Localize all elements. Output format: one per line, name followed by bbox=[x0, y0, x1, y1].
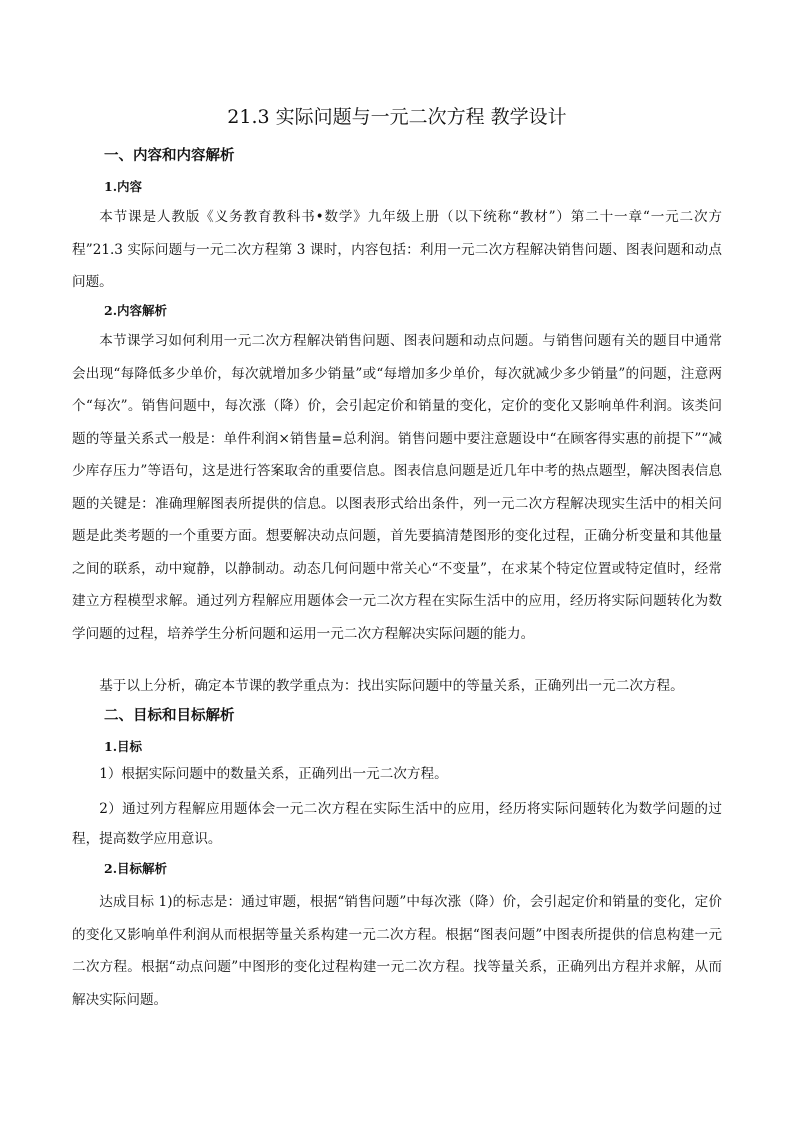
section2-heading: 二、目标和目标解析 bbox=[104, 707, 235, 724]
section2-sub1-heading: 1.目标 bbox=[104, 739, 143, 754]
section2-analysis-paragraph: 达成目标 1)的标志是：通过审题，根据“销售问题”中每次涨（降）价，会引起定价和销量的变化，定价的变化又影响单件利润从而根据等量关系构建一元二次方程。根据“图表问题”中图表所提供的信息构建一元二次方程。根据“动点问题”中图形的变化过程构建一元二次方程。找等量关系，正确列出方程并求解，从而解决实际问题。 bbox=[72, 894, 722, 1008]
section1-focus-paragraph: 基于以上分析，确定本节课的教学重点为：找出实际问题中的等量关系，正确列出一元二次方程。 bbox=[99, 678, 684, 694]
section1-content-paragraph: 本节课是人教版《义务教育教科书•数学》九年级上册（以下统称“教材”）第二十一章“一元二次方程”21.3 实际问题与一元二次方程第 3 课时，内容包括：利用一元二次方程解决销售问题、图表问题和动点问题。 bbox=[72, 209, 722, 290]
section1-sub1-heading: 1.内容 bbox=[104, 179, 143, 194]
section1-heading: 一、内容和内容解析 bbox=[104, 147, 235, 164]
section1-analysis-paragraph: 本节课学习如何利用一元二次方程解决销售问题、图表问题和动点问题。与销售问题有关的题目中通常会出现“每降低多少单价，每次就增加多少销量”或“每增加多少单价，每次就减少多少销量”的问题，注意两个“每次”。销售问题中，每次涨（降）价，会引起定价和销量的变化，定价的变化又影响单件利润。该类问题的等量关系式一般是：单件利润×销售量=总利润。销售问题中要注意题设中“在顾客得实惠的前提下”“减少库存压力”等语句，这是进行答案取舍的重要信息。图表信息问题是近几年中考的热点题型，解决图表信息题的关键是：准确理解图表所提供的信息。以图表形式给出条件，列一元二次方程解决现实生活中的相关问题是此类考题的一个重要方面。想要解决动点问题，首先要搞清楚图形的变化过程，正确分析变量和其他量之间的联系，动中窥静，以静制动。动态几何问题中常关心“不变量”，在求某个特定位置或特定值时，经常建立方程模型求解。通过列方程解应用题体会一元二次方程在实际生活中的应用，经历将实际问题转化为数学问题的过程，培养学生分析问题和运用一元二次方程解决实际问题的能力。 bbox=[72, 333, 722, 642]
goal-1: 1）根据实际问题中的数量关系，正确列出一元二次方程。 bbox=[99, 766, 448, 782]
goal-2: 2）通过列方程解应用题体会一元二次方程在实际生活中的应用，经历将实际问题转化为数学问题的过程，提高数学应用意识。 bbox=[72, 801, 722, 847]
document-title: 21.3 实际问题与一元二次方程 教学设计 bbox=[227, 106, 567, 128]
section1-sub2-heading: 2.内容解析 bbox=[104, 303, 168, 318]
section2-sub2-heading: 2.目标解析 bbox=[104, 861, 168, 876]
